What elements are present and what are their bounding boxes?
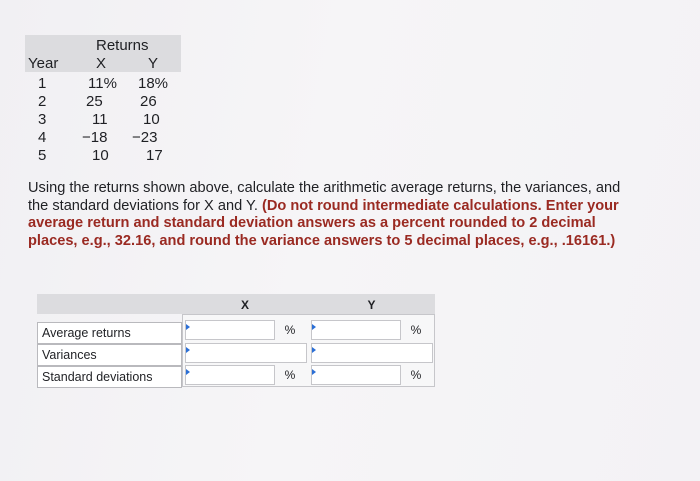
x-column-header: X: [96, 55, 107, 72]
standard-deviation-y-input[interactable]: [311, 365, 401, 385]
x-answer-column-header: X: [182, 294, 308, 314]
average-return-x-input[interactable]: [185, 320, 275, 340]
row-label-standard-deviations: Standard deviations: [37, 366, 182, 388]
year-column-header: Year: [28, 55, 59, 72]
question-paragraph: [28, 180, 636, 250]
x-return-cell: 10: [92, 147, 109, 164]
y-column-header: Y: [148, 55, 159, 72]
percent-unit: %: [410, 323, 422, 337]
row-label-average-returns: Average returns: [37, 322, 182, 344]
answer-header-spacer: [37, 294, 182, 314]
answer-table: [37, 294, 435, 387]
x-return-cell: 11: [92, 111, 108, 128]
y-return-cell: 10: [143, 111, 160, 128]
year-cell: 1: [38, 75, 47, 92]
returns-title: Returns: [96, 37, 149, 54]
y-return-cell: 17: [146, 147, 163, 164]
percent-unit: %: [410, 368, 422, 382]
y-answer-column-header: Y: [308, 294, 435, 314]
year-cell: 4: [38, 129, 47, 146]
question-text: Using the returns shown above, calculate the arithmetic average returns, the variances, and the standard deviations for X and Y.: [28, 180, 621, 214]
x-return-cell: 25: [86, 93, 103, 110]
percent-unit: %: [284, 323, 296, 337]
year-cell: 3: [38, 111, 47, 128]
average-return-y-input[interactable]: [311, 320, 401, 340]
y-return-cell: 26: [140, 93, 157, 110]
variance-x-input[interactable]: [185, 343, 307, 363]
year-cell: 5: [38, 147, 47, 164]
percent-unit: %: [284, 368, 296, 382]
year-cell: 2: [38, 93, 47, 110]
row-label-variances: Variances: [37, 344, 182, 366]
x-return-cell: 11%: [88, 75, 117, 92]
variance-y-input[interactable]: [311, 343, 433, 363]
y-return-cell: −23: [132, 129, 158, 146]
question-instruction: (Do not round intermediate calculations. Enter your average return and standard deviation answers as a percent rounded to 2 decimal places, e.g., 32.16, and round the variance answers to 5 decimal places, e.g., .16161.): [28, 197, 619, 249]
standard-deviation-x-input[interactable]: [185, 365, 275, 385]
x-return-cell: −18: [82, 129, 108, 146]
y-return-cell: 18%: [138, 75, 169, 92]
